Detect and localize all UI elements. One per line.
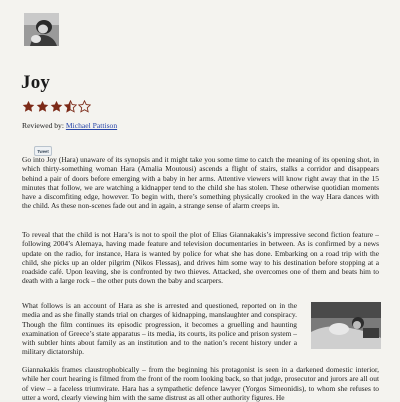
review-paragraph-4: Giannakakis frames claustrophobically – from the beginning his protagonist is seen in a darkened domestic interior, while her court hearing is filmed from the front of the room looking back, so that judge, prosecutor and jurors are all out of view – a faceless triumvirate. Hara has a sympathetic defence lawyer (Yorgos Simeonidis), to whom she refuses to utter a word, clearly viewing him with the same distrust as all other authority figures. He: [22, 365, 379, 402]
star-full-icon: [22, 100, 35, 113]
reviewed-by-label: Reviewed by:: [22, 121, 64, 130]
inline-film-still-image: [311, 302, 381, 349]
author-link[interactable]: Michael Pattison: [65, 121, 118, 130]
star-empty-icon: [78, 100, 91, 113]
review-paragraph-2: To reveal that the child is not Hara’s is not to spoil the plot of Elias Giannakakis’s impressive second fiction feature – following 2004’s Alemaya, having made feature and television documentaries in between. As is confirmed by a news update on the radio, for instance, Hara is wanted by police for what she has done. Embarking on a road trip with the child, she picks up an older pilgrim (Nikos Flessas), and drives him some way to his destination before stopping at a roadside café. Upon leaving, she is confronted by two thieves. Attacked, she overcomes one of them and beats him to death with a large rock – the other puts down the baby and scarpers.: [22, 230, 379, 286]
star-full-icon: [36, 100, 49, 113]
review-paragraph-3: What follows is an account of Hara as she is arrested and questioned, reported on in the media and as she finally stands trial on charges of kidnapping, manslaughter and conspiracy. Though the film continues its episodic progression, it becomes a gruelling and haunting examination of Greece’s state apparatus – its media, its courts, its police and prison system – with subtler hints about family as an institution and to the nation’s recent history under a military dictatorship.: [22, 301, 297, 357]
star-half-icon: [64, 100, 77, 113]
film-still-image: [24, 13, 59, 46]
review-paragraph-1: Go into Joy (Hara) unaware of its synopsis and it might take you some time to catch the meaning of its opening shot, in which thirty-something woman Hara (Amalia Moutousi) ascends a flight of stairs, stalks a corridor and disappears behind a pair of doors before emerging with a baby in her arms. Attentive viewers will know right away that in the 15 minutes that follow, we are watching a kidnapper tend to the child she has stolen. These otherwise quotidian moments have a discomfiting edge, however. To begin with, there’s something physically crooked in the way Hara dances with the child. As these non-scenes fade out and in again, a strange sense of alarm creeps in.: [22, 155, 379, 211]
reviewed-by: [22, 121, 117, 130]
star-full-icon: [50, 100, 63, 113]
star-rating: [22, 98, 91, 114]
header-film-still: [24, 13, 59, 46]
tweet-button[interactable]: Tweet: [34, 146, 52, 156]
inline-film-still: [311, 302, 381, 349]
page-title: Joy: [21, 72, 51, 93]
